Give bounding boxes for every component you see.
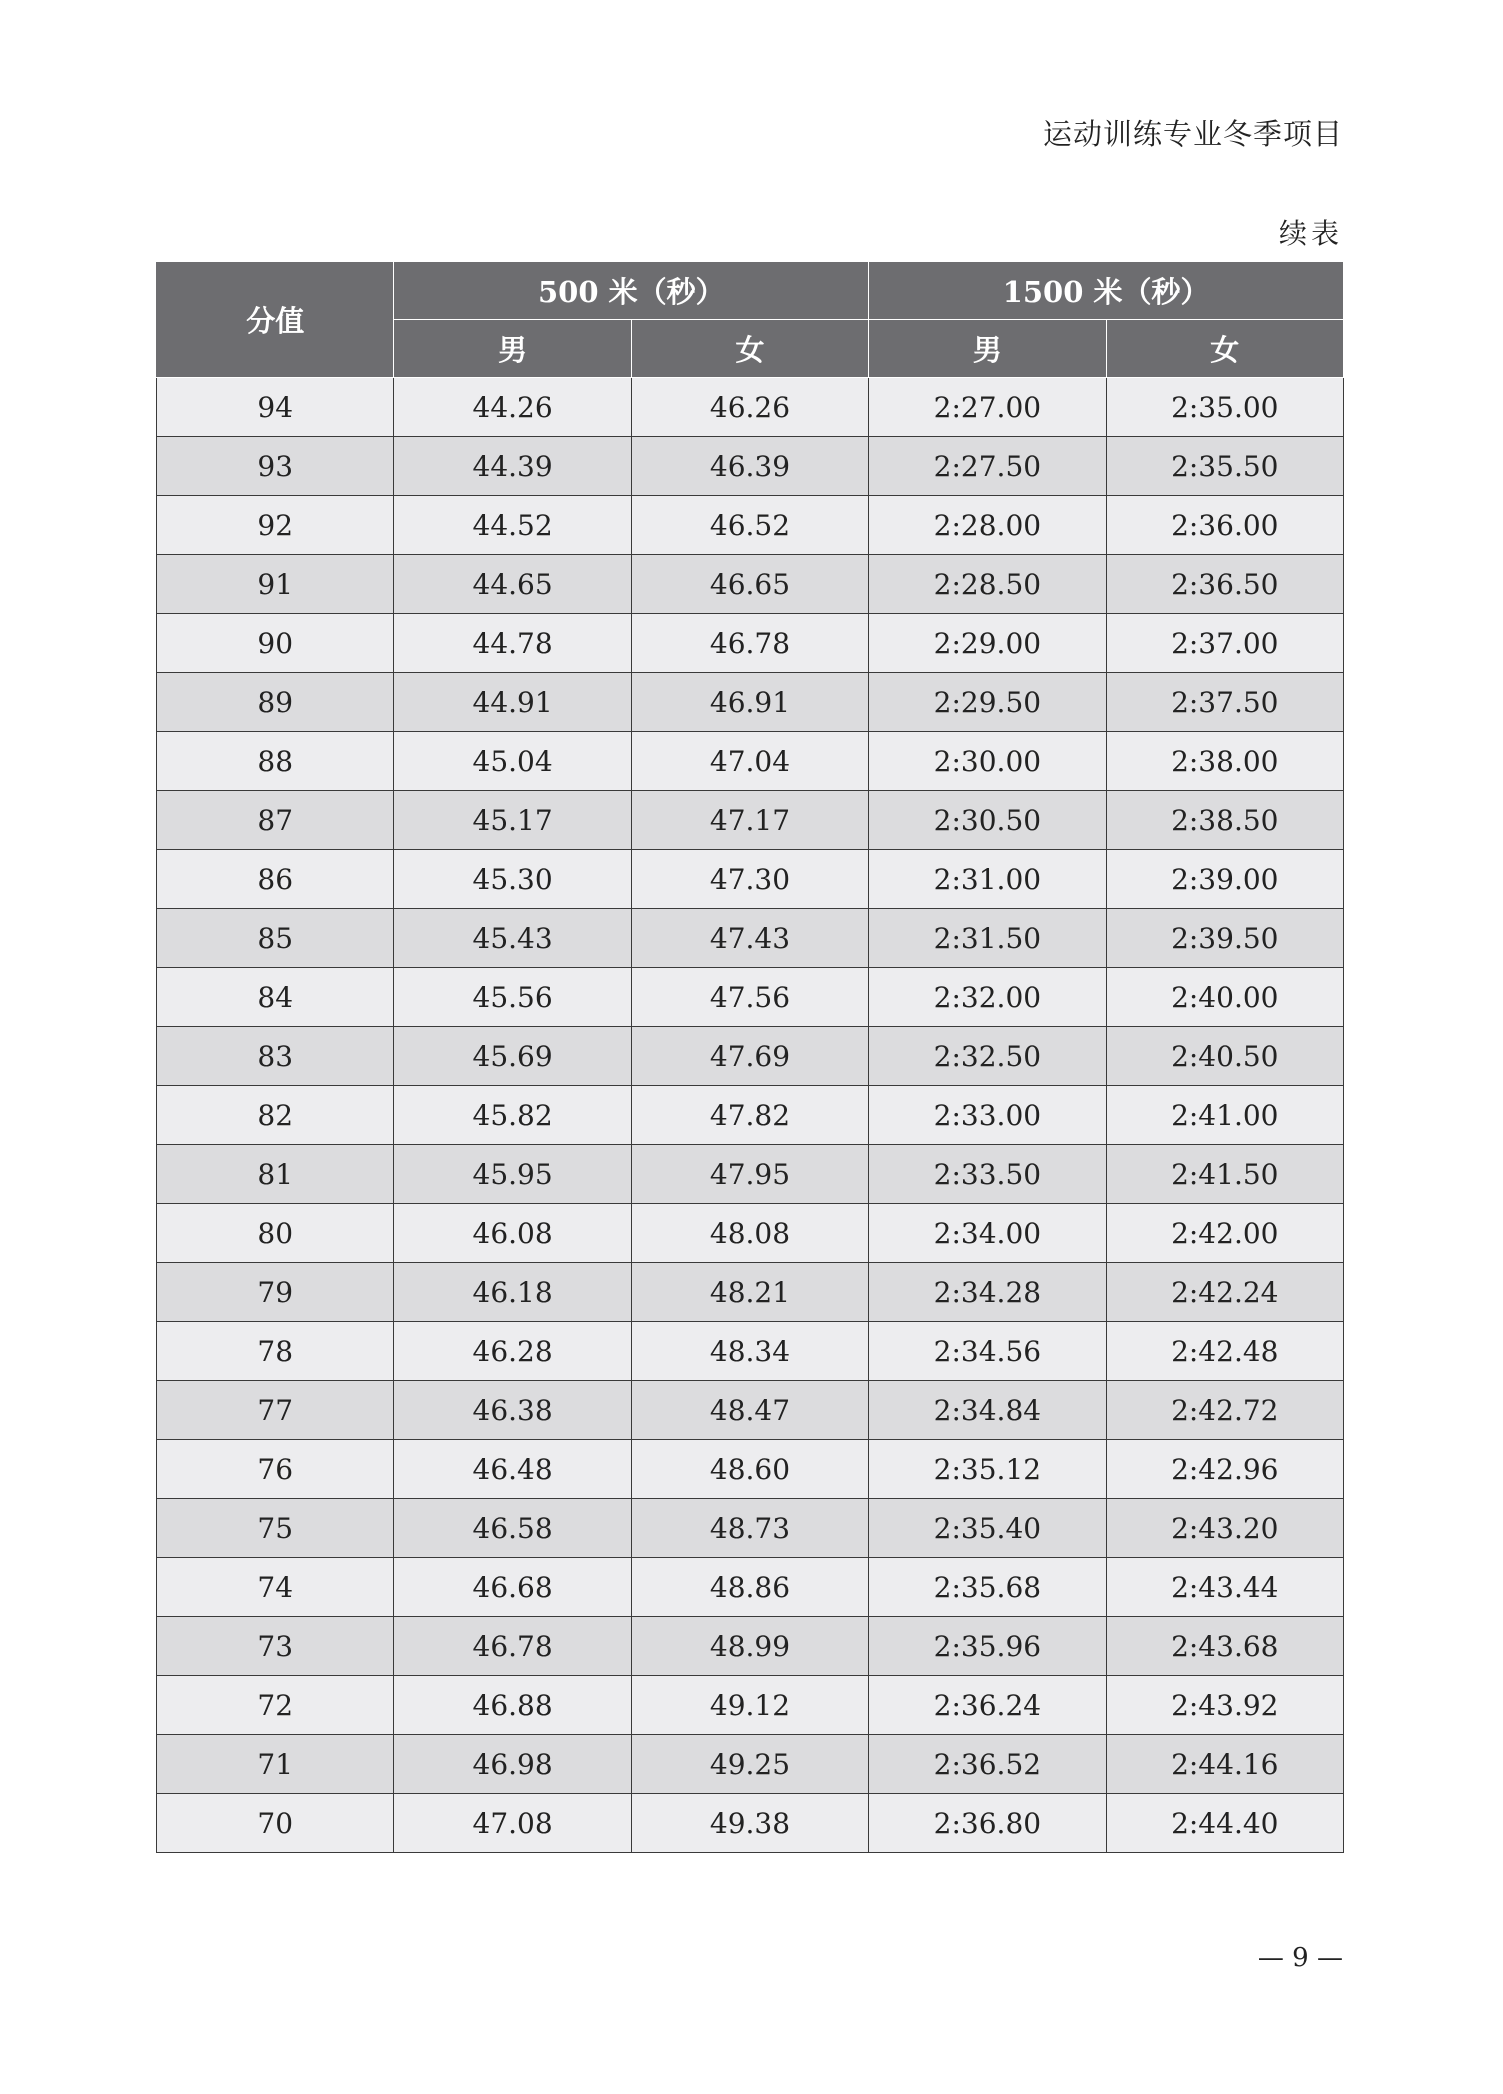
time-500m-male-cell: 45.43 [394, 909, 631, 968]
score-cell: 74 [157, 1558, 394, 1617]
time-1500m-female-cell: 2:44.16 [1106, 1735, 1343, 1794]
table-row [157, 968, 1344, 1027]
time-1500m-male-cell: 2:34.56 [869, 1322, 1106, 1381]
score-cell: 77 [157, 1381, 394, 1440]
table-row [157, 1794, 1344, 1853]
score-cell: 78 [157, 1322, 394, 1381]
time-1500m-male-cell: 2:36.24 [869, 1676, 1106, 1735]
time-500m-female-cell: 49.25 [631, 1735, 868, 1794]
time-1500m-male-cell: 2:29.50 [869, 673, 1106, 732]
score-cell: 73 [157, 1617, 394, 1676]
time-1500m-female-cell: 2:37.00 [1106, 614, 1343, 673]
group-header-500m: 500 米（秒） [394, 262, 869, 320]
time-500m-female-cell: 48.08 [631, 1204, 868, 1263]
time-500m-male-cell: 46.58 [394, 1499, 631, 1558]
time-500m-female-cell: 49.12 [631, 1676, 868, 1735]
table-row [157, 1086, 1344, 1145]
time-500m-male-cell: 46.18 [394, 1263, 631, 1322]
table-row [157, 1735, 1344, 1794]
time-1500m-male-cell: 2:27.50 [869, 437, 1106, 496]
time-500m-female-cell: 47.56 [631, 968, 868, 1027]
score-cell: 72 [157, 1676, 394, 1735]
time-1500m-male-cell: 2:29.00 [869, 614, 1106, 673]
time-500m-female-cell: 49.38 [631, 1794, 868, 1853]
time-1500m-male-cell: 2:36.80 [869, 1794, 1106, 1853]
score-column-header: 分值 [157, 262, 394, 378]
time-500m-male-cell: 46.08 [394, 1204, 631, 1263]
time-1500m-male-cell: 2:30.50 [869, 791, 1106, 850]
time-500m-male-cell: 46.38 [394, 1381, 631, 1440]
score-cell: 86 [157, 850, 394, 909]
time-1500m-male-cell: 2:35.68 [869, 1558, 1106, 1617]
table-row [157, 1204, 1344, 1263]
score-cell: 84 [157, 968, 394, 1027]
score-cell: 75 [157, 1499, 394, 1558]
time-500m-female-cell: 46.91 [631, 673, 868, 732]
table-header [157, 262, 1344, 378]
time-500m-male-cell: 46.68 [394, 1558, 631, 1617]
time-500m-female-cell: 47.69 [631, 1027, 868, 1086]
time-500m-female-cell: 47.82 [631, 1086, 868, 1145]
time-1500m-male-cell: 2:31.00 [869, 850, 1106, 909]
time-500m-female-cell: 47.04 [631, 732, 868, 791]
score-cell: 91 [157, 555, 394, 614]
score-cell: 88 [157, 732, 394, 791]
time-1500m-female-cell: 2:43.68 [1106, 1617, 1343, 1676]
score-cell: 83 [157, 1027, 394, 1086]
time-500m-male-cell: 44.26 [394, 378, 631, 437]
time-500m-male-cell: 45.69 [394, 1027, 631, 1086]
table-body [157, 378, 1344, 1853]
score-cell: 70 [157, 1794, 394, 1853]
table-row [157, 909, 1344, 968]
header-1500m-male: 男 [869, 320, 1106, 378]
time-500m-female-cell: 46.52 [631, 496, 868, 555]
time-1500m-female-cell: 2:38.50 [1106, 791, 1343, 850]
continued-label: 续表 [1278, 217, 1343, 250]
table-row [157, 378, 1344, 437]
time-1500m-female-cell: 2:44.40 [1106, 1794, 1343, 1853]
score-table [156, 261, 1344, 1853]
time-500m-male-cell: 44.39 [394, 437, 631, 496]
time-500m-female-cell: 47.43 [631, 909, 868, 968]
time-1500m-male-cell: 2:35.96 [869, 1617, 1106, 1676]
time-500m-female-cell: 46.26 [631, 378, 868, 437]
time-500m-female-cell: 46.65 [631, 555, 868, 614]
time-500m-female-cell: 48.60 [631, 1440, 868, 1499]
time-1500m-female-cell: 2:43.44 [1106, 1558, 1343, 1617]
score-cell: 71 [157, 1735, 394, 1794]
table-row [157, 1617, 1344, 1676]
time-500m-male-cell: 45.95 [394, 1145, 631, 1204]
time-500m-male-cell: 45.82 [394, 1086, 631, 1145]
table-row [157, 1263, 1344, 1322]
time-500m-male-cell: 44.52 [394, 496, 631, 555]
time-500m-female-cell: 48.86 [631, 1558, 868, 1617]
score-cell: 87 [157, 791, 394, 850]
time-1500m-female-cell: 2:38.00 [1106, 732, 1343, 791]
time-1500m-female-cell: 2:35.00 [1106, 378, 1343, 437]
time-1500m-male-cell: 2:36.52 [869, 1735, 1106, 1794]
table-row [157, 437, 1344, 496]
time-500m-male-cell: 45.04 [394, 732, 631, 791]
time-1500m-male-cell: 2:35.40 [869, 1499, 1106, 1558]
running-header: 运动训练专业冬季项目 [1042, 117, 1343, 151]
score-cell: 85 [157, 909, 394, 968]
time-1500m-female-cell: 2:37.50 [1106, 673, 1343, 732]
page-number: — 9 — [1257, 1943, 1343, 1973]
time-1500m-female-cell: 2:41.00 [1106, 1086, 1343, 1145]
time-500m-male-cell: 45.17 [394, 791, 631, 850]
time-1500m-female-cell: 2:36.00 [1106, 496, 1343, 555]
time-1500m-male-cell: 2:32.50 [869, 1027, 1106, 1086]
time-500m-male-cell: 44.65 [394, 555, 631, 614]
time-500m-male-cell: 46.88 [394, 1676, 631, 1735]
time-500m-female-cell: 46.39 [631, 437, 868, 496]
header-1500m-female: 女 [1106, 320, 1343, 378]
time-1500m-female-cell: 2:42.72 [1106, 1381, 1343, 1440]
time-500m-male-cell: 46.98 [394, 1735, 631, 1794]
time-500m-male-cell: 46.48 [394, 1440, 631, 1499]
header-500m-male: 男 [394, 320, 631, 378]
header-500m-female: 女 [631, 320, 868, 378]
time-1500m-female-cell: 2:35.50 [1106, 437, 1343, 496]
score-cell: 93 [157, 437, 394, 496]
score-cell: 92 [157, 496, 394, 555]
time-500m-female-cell: 46.78 [631, 614, 868, 673]
time-500m-male-cell: 45.56 [394, 968, 631, 1027]
time-1500m-female-cell: 2:41.50 [1106, 1145, 1343, 1204]
group-header-1500m: 1500 米（秒） [869, 262, 1344, 320]
table-row [157, 1322, 1344, 1381]
time-1500m-male-cell: 2:34.84 [869, 1381, 1106, 1440]
time-1500m-female-cell: 2:36.50 [1106, 555, 1343, 614]
time-500m-female-cell: 47.95 [631, 1145, 868, 1204]
table-row [157, 850, 1344, 909]
time-1500m-male-cell: 2:34.00 [869, 1204, 1106, 1263]
score-cell: 82 [157, 1086, 394, 1145]
time-1500m-male-cell: 2:28.00 [869, 496, 1106, 555]
table-row [157, 1499, 1344, 1558]
time-1500m-female-cell: 2:42.96 [1106, 1440, 1343, 1499]
table-row [157, 555, 1344, 614]
time-500m-male-cell: 44.78 [394, 614, 631, 673]
time-1500m-female-cell: 2:43.20 [1106, 1499, 1343, 1558]
table-row [157, 673, 1344, 732]
time-1500m-male-cell: 2:27.00 [869, 378, 1106, 437]
time-1500m-female-cell: 2:40.00 [1106, 968, 1343, 1027]
time-500m-male-cell: 46.28 [394, 1322, 631, 1381]
time-1500m-male-cell: 2:31.50 [869, 909, 1106, 968]
time-1500m-male-cell: 2:30.00 [869, 732, 1106, 791]
time-1500m-male-cell: 2:33.50 [869, 1145, 1106, 1204]
table-row [157, 1676, 1344, 1735]
score-cell: 79 [157, 1263, 394, 1322]
time-1500m-female-cell: 2:39.50 [1106, 909, 1343, 968]
time-1500m-female-cell: 2:39.00 [1106, 850, 1343, 909]
time-500m-female-cell: 48.73 [631, 1499, 868, 1558]
table-row [157, 791, 1344, 850]
time-500m-female-cell: 48.47 [631, 1381, 868, 1440]
time-1500m-male-cell: 2:28.50 [869, 555, 1106, 614]
time-500m-female-cell: 48.34 [631, 1322, 868, 1381]
time-1500m-female-cell: 2:40.50 [1106, 1027, 1343, 1086]
time-1500m-female-cell: 2:42.00 [1106, 1204, 1343, 1263]
score-cell: 81 [157, 1145, 394, 1204]
table-row [157, 1145, 1344, 1204]
time-1500m-female-cell: 2:42.48 [1106, 1322, 1343, 1381]
time-1500m-male-cell: 2:35.12 [869, 1440, 1106, 1499]
table-row [157, 496, 1344, 555]
time-1500m-female-cell: 2:42.24 [1106, 1263, 1343, 1322]
table-row [157, 1027, 1344, 1086]
time-500m-female-cell: 48.21 [631, 1263, 868, 1322]
table-row [157, 732, 1344, 791]
score-cell: 94 [157, 378, 394, 437]
time-500m-male-cell: 45.30 [394, 850, 631, 909]
table-row [157, 1558, 1344, 1617]
score-cell: 90 [157, 614, 394, 673]
table-row [157, 1440, 1344, 1499]
score-cell: 76 [157, 1440, 394, 1499]
score-cell: 89 [157, 673, 394, 732]
time-1500m-male-cell: 2:34.28 [869, 1263, 1106, 1322]
score-cell: 80 [157, 1204, 394, 1263]
time-500m-female-cell: 47.30 [631, 850, 868, 909]
time-1500m-male-cell: 2:33.00 [869, 1086, 1106, 1145]
time-1500m-female-cell: 2:43.92 [1106, 1676, 1343, 1735]
table-row [157, 1381, 1344, 1440]
time-500m-female-cell: 47.17 [631, 791, 868, 850]
table-row [157, 614, 1344, 673]
time-500m-male-cell: 46.78 [394, 1617, 631, 1676]
time-500m-female-cell: 48.99 [631, 1617, 868, 1676]
time-1500m-male-cell: 2:32.00 [869, 968, 1106, 1027]
time-500m-male-cell: 47.08 [394, 1794, 631, 1853]
time-500m-male-cell: 44.91 [394, 673, 631, 732]
